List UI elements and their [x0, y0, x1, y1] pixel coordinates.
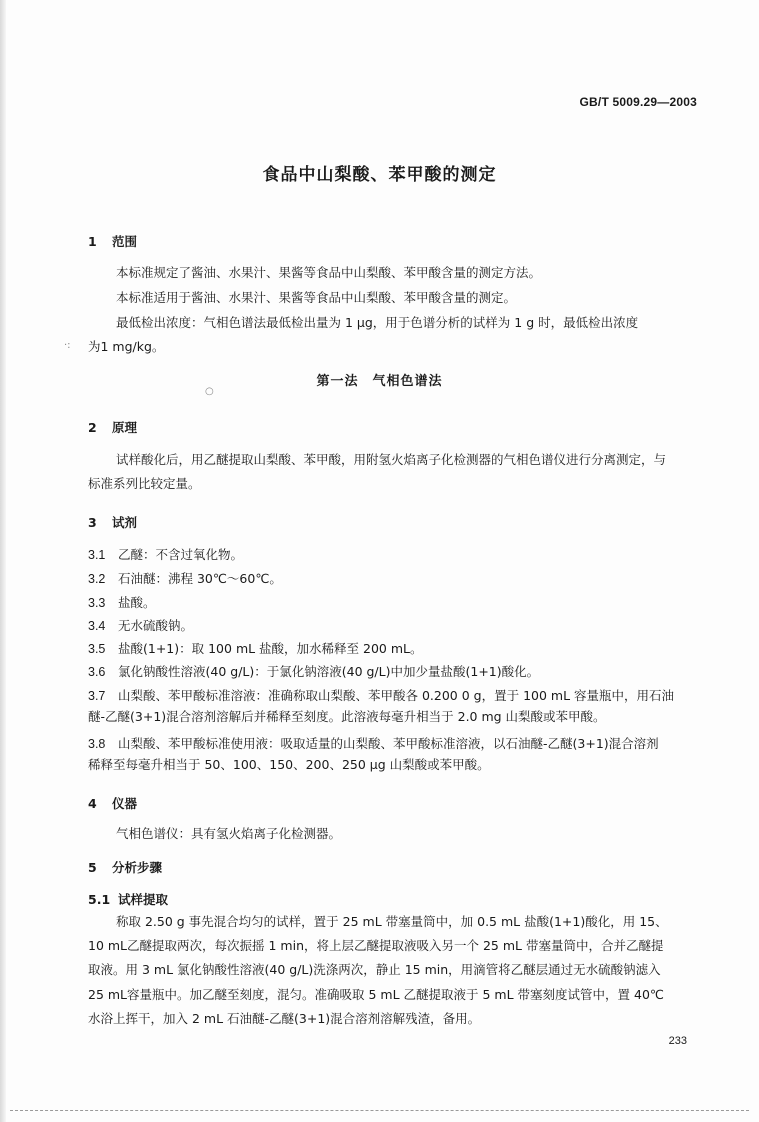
paragraph-continuation: 标准系列比较定量。: [88, 476, 201, 491]
standard-number: GB/T 5009.29—2003: [579, 95, 697, 109]
paragraph-line: 取液。用 3 mL 氯化钠酸性溶液(40 g/L)洗涤两次，静止 15 min，用滴管将乙醚层通过无水硫酸钠滤入: [88, 962, 661, 977]
section-1-heading: [88, 232, 137, 250]
section-number: 1: [88, 234, 97, 249]
paragraph-line: 水浴上挥干，加入 2 mL 石油醚-乙醚(3+1)混合溶剂溶解残渣，备用。: [88, 1011, 481, 1026]
bottom-edge-line: [10, 1110, 749, 1112]
paragraph: 称取 2.50 g 事先混合均匀的试样，置于 25 mL 带塞量筒中，加 0.5 mL 盐酸(1+1)酸化，用 15、: [116, 914, 668, 929]
subsection-title: 试样提取: [118, 892, 169, 907]
section-title: 仪器: [112, 796, 138, 811]
scan-mark: ·:: [64, 340, 71, 351]
paragraph: 气相色谱仪：具有氢火焰离子化检测器。: [116, 826, 342, 841]
paragraph: 最低检出浓度：气相色谱法最低检出量为 1 μg，用于色谱分析的试样为 1 g 时，最低检出浓度: [116, 315, 639, 330]
reagent-item: 3.1 乙醚：不含过氧化物。: [88, 547, 244, 562]
section-number: 2: [88, 420, 97, 435]
reagent-item: 3.6 氯化钠酸性溶液(40 g/L)：于氯化钠溶液(40 g/L)中加少量盐酸(1+1)酸化。: [88, 664, 540, 679]
section-title: 分析步骤: [112, 860, 163, 875]
section-title: 原理: [112, 420, 138, 435]
section-number: 3: [88, 515, 97, 530]
page-number: 233: [668, 1035, 687, 1047]
paragraph: 本标准规定了酱油、水果汁、果酱等食品中山梨酸、苯甲酸含量的测定方法。: [116, 265, 542, 280]
reagent-item-continuation: 稀释至每毫升相当于 50、100、150、200、250 μg 山梨酸或苯甲酸。: [88, 757, 490, 772]
reagent-item: 3.7 山梨酸、苯甲酸标准溶液：准确称取山梨酸、苯甲酸各 0.200 0 g，置于 100 mL 容量瓶中，用石油: [88, 688, 675, 703]
section-number: 5: [88, 860, 97, 875]
paragraph: 本标准适用于酱油、水果汁、果酱等食品中山梨酸、苯甲酸含量的测定。: [116, 290, 517, 305]
method-heading: 第一法 气相色谱法: [316, 374, 443, 389]
reagent-item: 3.3 盐酸。: [88, 595, 156, 610]
section-title: 试剂: [112, 515, 138, 530]
section-number: 4: [88, 796, 97, 811]
subsection-number: 5.1: [88, 892, 111, 907]
reagent-item-continuation: 醚-乙醚(3+1)混合溶剂溶解后并稀释至刻度。此溶液每毫升相当于 2.0 mg 山梨酸或苯甲酸。: [88, 709, 606, 724]
scan-mark: ○: [205, 386, 214, 397]
paragraph: 试样酸化后，用乙醚提取山梨酸、苯甲酸，用附氢火焰离子化检测器的气相色谱仪进行分离测定，与: [116, 452, 667, 467]
reagent-item: 3.2 石油醚：沸程 30℃～60℃。: [88, 571, 282, 586]
subsection-5-1-heading: [88, 890, 168, 908]
section-2-heading: [88, 418, 137, 436]
paragraph-line: 25 mL容量瓶中。加乙醚至刻度，混匀。准确吸取 5 mL 乙醚提取液于 5 mL 带塞刻度试管中，置 40℃: [88, 987, 664, 1002]
page-title: 食品中山梨酸、苯甲酸的测定: [262, 165, 497, 185]
section-title: 范围: [112, 234, 138, 249]
paragraph-continuation: 为1 mg/kg。: [88, 339, 165, 354]
section-5-heading: [88, 858, 162, 876]
reagent-item: 3.8 山梨酸、苯甲酸标准使用液：吸取适量的山梨酸、苯甲酸标准溶液，以石油醚-乙醚(3+1)混合溶剂: [88, 736, 659, 751]
reagent-item: 3.5 盐酸(1+1)：取 100 mL 盐酸，加水稀释至 200 mL。: [88, 641, 423, 656]
paragraph-line: 10 mL乙醚提取两次，每次振摇 1 min，将上层乙醚提取液吸入另一个 25 mL 带塞量筒中，合并乙醚提: [88, 938, 664, 953]
section-4-heading: [88, 794, 137, 812]
reagent-item: 3.4 无水硫酸钠。: [88, 618, 194, 633]
section-3-heading: [88, 513, 137, 531]
